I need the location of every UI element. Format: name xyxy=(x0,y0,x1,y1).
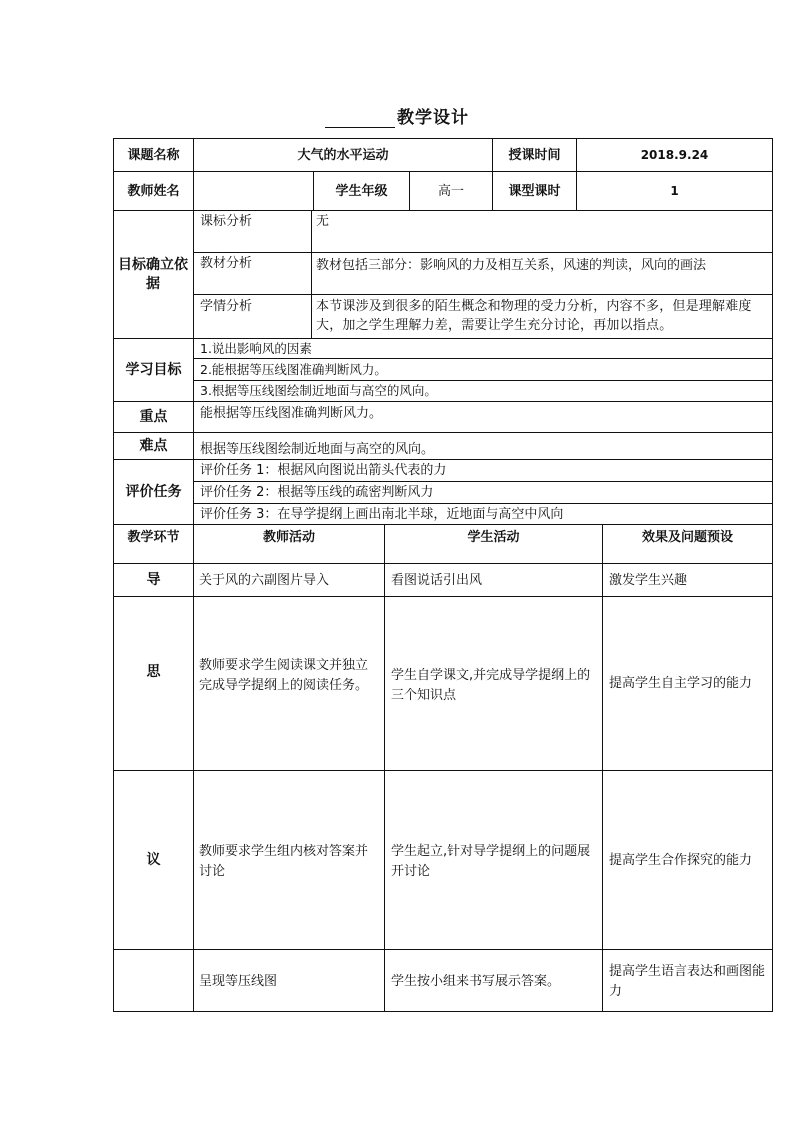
process-stage xyxy=(114,950,193,1011)
basis-key-curriculum: 课标分析 xyxy=(200,214,253,229)
process-teacher-activity: 关于风的六副图片导入 xyxy=(199,573,330,588)
teacher-label: 教师姓名 xyxy=(127,183,180,199)
process-teacher-activity: 教师要求学生组内核对答案并讨论 xyxy=(199,844,369,879)
time-label: 授课时间 xyxy=(508,147,561,163)
difficulty-label: 难点 xyxy=(139,437,168,454)
time-value: 2018.9.24 xyxy=(640,147,709,162)
key-point-value: 能根据等压线图准确判断风力。 xyxy=(200,406,383,421)
process-stage: 议 xyxy=(146,851,161,868)
title-text: 教学设计 xyxy=(397,108,469,128)
process-header-effect: 效果及问题预设 xyxy=(641,530,733,545)
process-header-student: 学生活动 xyxy=(467,530,520,545)
topic-label: 课题名称 xyxy=(127,147,180,163)
hours-value: 1 xyxy=(670,183,679,198)
objective-item: 1.说出影响风的因素 xyxy=(200,341,312,356)
process-student-activity: 看图说话引出风 xyxy=(391,573,483,588)
process-student-activity: 学生起立,针对导学提纲上的问题展开讨论 xyxy=(391,844,591,879)
objectives-label: 学习目标 xyxy=(125,361,182,378)
process-teacher-activity: 教师要求学生阅读课文并独立完成导学提纲上的阅读任务。 xyxy=(199,658,369,693)
difficulty-value: 根据等压线图绘制近地面与高空的风向。 xyxy=(200,442,435,457)
teacher-value xyxy=(194,172,313,210)
grade-value: 高一 xyxy=(437,183,464,199)
objective-item: 2.能根据等压线图准确判断风力。 xyxy=(200,362,387,377)
topic-value: 大气的水平运动 xyxy=(297,147,389,163)
hours-label: 课型课时 xyxy=(508,183,561,199)
grade-label: 学生年级 xyxy=(335,183,388,199)
process-stage: 导 xyxy=(146,571,161,588)
basis-value-curriculum: 无 xyxy=(316,214,330,229)
process-effect: 提高学生语言表达和画图能力 xyxy=(609,964,766,999)
process-effect: 提高学生自主学习的能力 xyxy=(609,676,753,691)
evaluation-item: 评价任务 2：根据等压线的疏密判断风力 xyxy=(200,485,434,500)
evaluation-item: 评价任务 3：在导学提纲上画出南北半球，近地面与高空中风向 xyxy=(200,507,564,522)
process-stage: 思 xyxy=(146,663,161,680)
basis-key-students: 学情分析 xyxy=(200,299,253,314)
basis-value-textbook: 教材包括三部分：影响风的力及相互关系，风速的判读，风向的画法 xyxy=(316,258,707,273)
process-header-stage: 教学环节 xyxy=(127,530,180,545)
basis-value-students: 本节课涉及到很多的陌生概念和物理的受力分析，内容不多，但是理解难度大，加之学生理解力差，需要让学生充分讨论，再加以指点。 xyxy=(316,299,752,333)
evaluation-label: 评价任务 xyxy=(125,483,182,500)
basis-label: 目标确立依据 xyxy=(118,256,188,292)
key-point-label: 重点 xyxy=(139,408,168,425)
process-student-activity: 学生按小组来书写展示答案。 xyxy=(391,974,561,989)
process-student-activity: 学生自学课文,并完成导学提纲上的三个知识点 xyxy=(391,668,591,703)
process-effect: 提高学生合作探究的能力 xyxy=(609,853,753,868)
objective-item: 3.根据等压线图绘制近地面与高空的风向。 xyxy=(200,383,437,398)
evaluation-item: 评价任务 1：根据风向图说出箭头代表的力 xyxy=(200,463,447,478)
basis-key-textbook: 教材分析 xyxy=(200,256,253,271)
process-effect: 激发学生兴趣 xyxy=(609,573,688,588)
process-teacher-activity: 呈现等压线图 xyxy=(199,974,278,989)
process-header-teacher: 教师活动 xyxy=(262,530,315,545)
